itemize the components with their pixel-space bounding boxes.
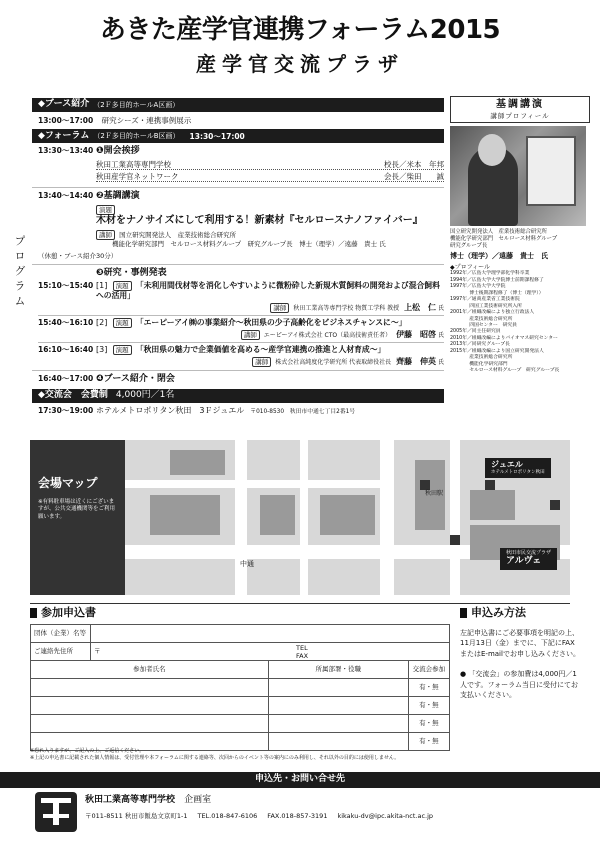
closing-title: ❹ブース紹介・閉会 bbox=[96, 374, 175, 385]
howto-section bbox=[460, 606, 580, 701]
research-item-1 bbox=[38, 281, 444, 313]
exchange-fee: 4,000円／1名 bbox=[115, 390, 175, 400]
map-note: ※有料駐車場は近くにございますが、公共交通機関等をご利用願います。 bbox=[38, 499, 116, 520]
closing-row bbox=[32, 374, 444, 385]
research-num-1: [1] bbox=[96, 280, 108, 290]
research-title: ❸研究・事例発表 bbox=[96, 267, 167, 278]
research-num-3: [3] bbox=[96, 345, 108, 355]
research-speaker-row-1 bbox=[96, 303, 444, 313]
keynote-affil-3: 研究グループ長 bbox=[450, 242, 488, 249]
map-title: 会場マップ bbox=[38, 476, 98, 490]
apply-note-2: ※上記の申込書に記載された個人情報は、受付管理や本フォーラムに関する連絡等、次回からのイベント等の案内にのみ利用し、それ以外の目的には使用しません。 bbox=[30, 755, 400, 762]
profile-item: 四国工業技術研究所入所 bbox=[450, 303, 522, 309]
research-speaker-badge-1: 講師 bbox=[270, 303, 289, 313]
opening-title: ❶開会挨拶 bbox=[96, 146, 140, 157]
map-title-panel bbox=[30, 440, 125, 595]
keynote-talk-badge: 演題 bbox=[96, 205, 115, 215]
research-speaker-badge-2: 講師 bbox=[241, 330, 260, 340]
research-talk-3: 「秋田県の魅力で企業価値を高める〜産学官連携の推進と人材育成〜」 bbox=[135, 345, 386, 355]
booth-bar bbox=[32, 98, 444, 112]
profile-item: セルロース材料グループ 研究グループ長 bbox=[450, 368, 560, 374]
profile-item: 産業技術総合研究所 bbox=[450, 316, 513, 322]
profile-item: 機能化学研究部門 bbox=[450, 361, 508, 367]
contact-bar: 申込先・お問い合せ先 bbox=[0, 772, 600, 788]
research-suffix-1: 氏 bbox=[437, 304, 444, 312]
research-speaker-3: 株式会社高純度化学研究所 代表取締役社長 bbox=[275, 359, 392, 367]
keynote-speaker-badge: 講師 bbox=[96, 230, 115, 240]
research-list bbox=[32, 281, 444, 368]
speaker-photo bbox=[450, 126, 586, 226]
research-talk-2: 「エーピーアイ㈱の事業紹介〜秋田県の少子高齢化をビジネスチャンスに〜」 bbox=[135, 317, 407, 327]
research-speaker-badge-3: 講師 bbox=[252, 357, 271, 367]
apply-notes bbox=[30, 748, 570, 763]
tel-label: TEL bbox=[296, 644, 308, 652]
howto-heading-text: 申込み方法 bbox=[471, 606, 526, 619]
keynote-speaker-line1: 国立研究開発法人 産業技術総合研究所 bbox=[119, 231, 237, 240]
footer-tel: TEL.018-847-6106 bbox=[197, 812, 258, 820]
research-name-1: 上松 仁 bbox=[404, 302, 437, 312]
profile-item: 博士後期課程修了（博士（理学）） bbox=[450, 290, 544, 296]
party-choice[interactable]: 有・無 bbox=[408, 715, 449, 733]
research-name-3: 齊藤 伸英 bbox=[396, 357, 437, 367]
profile-item: 1997年／広島大学大学院 bbox=[450, 284, 506, 290]
footer-org bbox=[85, 795, 211, 806]
research-speaker-2: エーピーアイ株式会社 CTO（最高技術責任者） bbox=[263, 332, 392, 339]
exchange-time: 17:30〜19:00 bbox=[38, 405, 94, 415]
participant-dept-field[interactable] bbox=[268, 697, 408, 715]
break-note: （休憩・ブース紹介30分） bbox=[38, 251, 118, 260]
howto-fee-text: 「交流会」の参加費は4,000円／1人です。フォーラム当日に受付にてお支払いください。 bbox=[460, 670, 579, 700]
profile-item: 1992年／広島大学理学部化学科卒業 bbox=[450, 271, 530, 277]
footer-contact bbox=[85, 812, 585, 820]
party-choice[interactable]: 有・無 bbox=[408, 697, 449, 715]
keynote-speaker bbox=[96, 230, 444, 248]
keynote-title: ❷基調講演 bbox=[96, 191, 140, 202]
org-field[interactable] bbox=[91, 625, 450, 643]
footer-fax: FAX.018-857-3191 bbox=[267, 812, 328, 820]
opening-role-1: 校長／米本 年邦 bbox=[384, 159, 444, 169]
keynote-speaker-suffix: 氏 bbox=[379, 240, 386, 249]
research-speaker-row-3 bbox=[96, 357, 444, 367]
booth-row bbox=[38, 116, 444, 125]
street-label: 中通 bbox=[240, 560, 254, 568]
forum-bar bbox=[32, 129, 444, 143]
exchange-label: ◆交流会 会費制 bbox=[38, 390, 108, 400]
footer-address: 〒011-8511 秋田市飯島文京町1-1 bbox=[85, 812, 188, 820]
opening-role-2: 会長／柴田 誠 bbox=[384, 172, 444, 181]
program-label: プログラム bbox=[13, 235, 26, 310]
keynote-box-sub: 講師プロフィール bbox=[490, 111, 550, 120]
opening-org-2: 秋田産学官ネットワーク bbox=[96, 172, 179, 181]
profile-item: 2001年／組織改編により独立行政法人 bbox=[450, 310, 535, 316]
exchange-address: 〒010-8530 秋田市中通七丁目2番1号 bbox=[250, 408, 356, 415]
keynote-affil-2: 機能化学研究部門 セルロース材料グループ bbox=[450, 235, 558, 242]
col-dept: 所属部署・役職 bbox=[268, 661, 408, 679]
exchange-row bbox=[32, 406, 444, 416]
research-item-3 bbox=[38, 345, 444, 367]
exchange-bar bbox=[32, 389, 444, 403]
station-label: 秋田駅 bbox=[425, 490, 444, 497]
howto-heading bbox=[460, 606, 580, 620]
apply-form bbox=[30, 624, 450, 751]
booth-label: ◆ブース紹介 bbox=[38, 99, 90, 110]
research-time-1: 15:10〜15:40 bbox=[38, 280, 94, 290]
page-title: あきた産学官連携フォーラム2015 bbox=[99, 15, 501, 45]
research-time-2: 15:40〜16:10 bbox=[38, 317, 94, 327]
exchange-place: ホテルメトロポリタン秋田 3Ｆジュエル bbox=[96, 405, 245, 415]
research-item-2 bbox=[38, 318, 444, 340]
howto-fee: ● 「交流会」の参加費は4,000円／1人です。フォーラム当日に受付にてお支払いください。 bbox=[460, 670, 579, 700]
profile-item: 1997年／通商産業省工業技術院 bbox=[450, 297, 520, 303]
research-talk-badge-2: 演題 bbox=[113, 318, 132, 328]
col-party: 交流会参加 bbox=[408, 661, 449, 679]
research-name-2: 伊藤 昭啓 bbox=[396, 330, 437, 339]
profile-item: 産業技術総合研究所 bbox=[450, 355, 513, 361]
keynote-speaker-line2: 機能化学研究部門 セルロース材料グループ 研究グループ長 博士（理学）／遠藤 貴士 bbox=[112, 240, 378, 249]
profile-item: 2010年／組織改編によりバイオマス研究センター bbox=[450, 335, 558, 341]
footer-dept: 企画室 bbox=[184, 795, 212, 805]
profile-item: 2013年／同研究グループ長 bbox=[450, 342, 510, 348]
research-time-3: 16:10〜16:40 bbox=[38, 345, 94, 355]
jewel-name: ジュエル bbox=[491, 460, 523, 469]
booth-desc: 研究シーズ・連携事例展示 bbox=[101, 116, 192, 125]
keynote-talk-row bbox=[96, 205, 444, 228]
postal-mark: 〒 bbox=[94, 647, 101, 656]
participant-dept-field[interactable] bbox=[268, 679, 408, 697]
opening-block bbox=[32, 146, 444, 182]
research-talk-badge-1: 演題 bbox=[113, 281, 132, 291]
apply-note-1: ※恐れ入りますが、ご記入の上、ご返信ください。 bbox=[30, 748, 145, 754]
participant-dept-field[interactable] bbox=[268, 715, 408, 733]
keynote-name: 博士（理学）／遠藤 貴士 氏 bbox=[450, 251, 548, 260]
program-section bbox=[32, 98, 444, 416]
opening-org-1: 秋田工業高等専門学校 bbox=[96, 159, 171, 169]
profile-item: 1994年／広島大学大学院博士前期課程修了 bbox=[450, 277, 544, 283]
research-talk-badge-3: 演題 bbox=[113, 345, 132, 355]
opening-row-1 bbox=[96, 160, 444, 170]
keynote-box-heading: 基調講演 bbox=[496, 99, 544, 110]
opening-time: 13:30〜13:40 bbox=[38, 146, 94, 156]
jewel-label bbox=[485, 458, 551, 478]
keynote-affiliation bbox=[450, 229, 590, 261]
apply-heading-text: 参加申込書 bbox=[41, 606, 96, 619]
profile-item: 四国センター 研究員 bbox=[450, 323, 517, 329]
keynote-talk: 木材をナノサイズにして利用する！新素材『セルロースナノファイバー』 bbox=[96, 214, 423, 226]
research-speaker-row-2 bbox=[96, 330, 444, 340]
party-choice[interactable]: 有・無 bbox=[408, 679, 449, 697]
forum-location: （2Ｆ多目的ホールB区画） bbox=[93, 132, 180, 140]
opening-row-2 bbox=[96, 172, 444, 182]
footer-org-name: 秋田工業高等専門学校 bbox=[85, 795, 176, 805]
closing-time: 16:40〜17:00 bbox=[38, 374, 94, 384]
research-suffix-3: 氏 bbox=[437, 359, 444, 367]
alve-name: アルヴェ bbox=[506, 556, 542, 567]
participant-name-field[interactable] bbox=[31, 679, 269, 697]
howto-body: 左記申込書にご必要事項を明記の上、11月13日（金）までに、下記にFAXまたはE-mailでお申し込みください。 bbox=[460, 628, 580, 658]
profile-list bbox=[450, 271, 590, 375]
research-talk-1: 「未利用間伐材等を消化しやすいように微粉砕した新規木質飼料の開発および混合飼料への活用」 bbox=[96, 280, 440, 300]
keynote-time: 13:40〜14:40 bbox=[38, 191, 94, 201]
participant-row bbox=[31, 697, 450, 715]
profile-heading: ◆プロフィール bbox=[450, 263, 491, 271]
keynote-box-header bbox=[450, 96, 590, 123]
address-label: ご連絡先住所 bbox=[31, 643, 91, 661]
page-subtitle: 産学官交流プラザ bbox=[196, 52, 404, 76]
research-num-2: [2] bbox=[96, 317, 108, 327]
research-speaker-1: 秋田工業高等専門学校 物質工学科 教授 bbox=[293, 304, 400, 312]
booth-location: （2Ｆ多目的ホールA区画） bbox=[93, 100, 180, 109]
forum-label: ◆フォーラム bbox=[38, 130, 90, 141]
alve-sub: 秋田市民交流プラザ bbox=[506, 550, 552, 556]
keynote-profile-box bbox=[450, 96, 590, 414]
apply-heading bbox=[30, 606, 96, 620]
participant-row bbox=[31, 715, 450, 733]
alve-label bbox=[500, 548, 557, 570]
forum-time: 13:30〜17:00 bbox=[189, 131, 245, 141]
jewel-sub: ホテルメトロポリタン秋田 bbox=[491, 470, 545, 475]
participant-row bbox=[31, 679, 450, 697]
research-suffix-2: 氏 bbox=[437, 332, 444, 339]
org-label: 団体（企業）名等 bbox=[31, 625, 91, 643]
participant-name-field[interactable] bbox=[31, 697, 269, 715]
profile-item: 2015年／組織改編により国立研究開発法人 bbox=[450, 348, 544, 354]
address-field[interactable] bbox=[91, 643, 450, 661]
booth-time: 13:00〜17:00 bbox=[38, 116, 94, 125]
participant-name-field[interactable] bbox=[31, 715, 269, 733]
fax-label: FAX bbox=[296, 652, 309, 660]
col-name: 参加者氏名 bbox=[31, 661, 269, 679]
keynote-affil-1: 国立研究開発法人 産業技術総合研究所 bbox=[450, 228, 548, 235]
college-logo-icon bbox=[35, 792, 77, 832]
footer-email[interactable]: kikaku-dv@ipc.akita-nct.ac.jp bbox=[337, 812, 434, 820]
profile-item: 2005年／同主任研究員 bbox=[450, 329, 501, 335]
keynote-block bbox=[32, 191, 444, 248]
party-choice[interactable]: 有・無 bbox=[408, 733, 449, 751]
